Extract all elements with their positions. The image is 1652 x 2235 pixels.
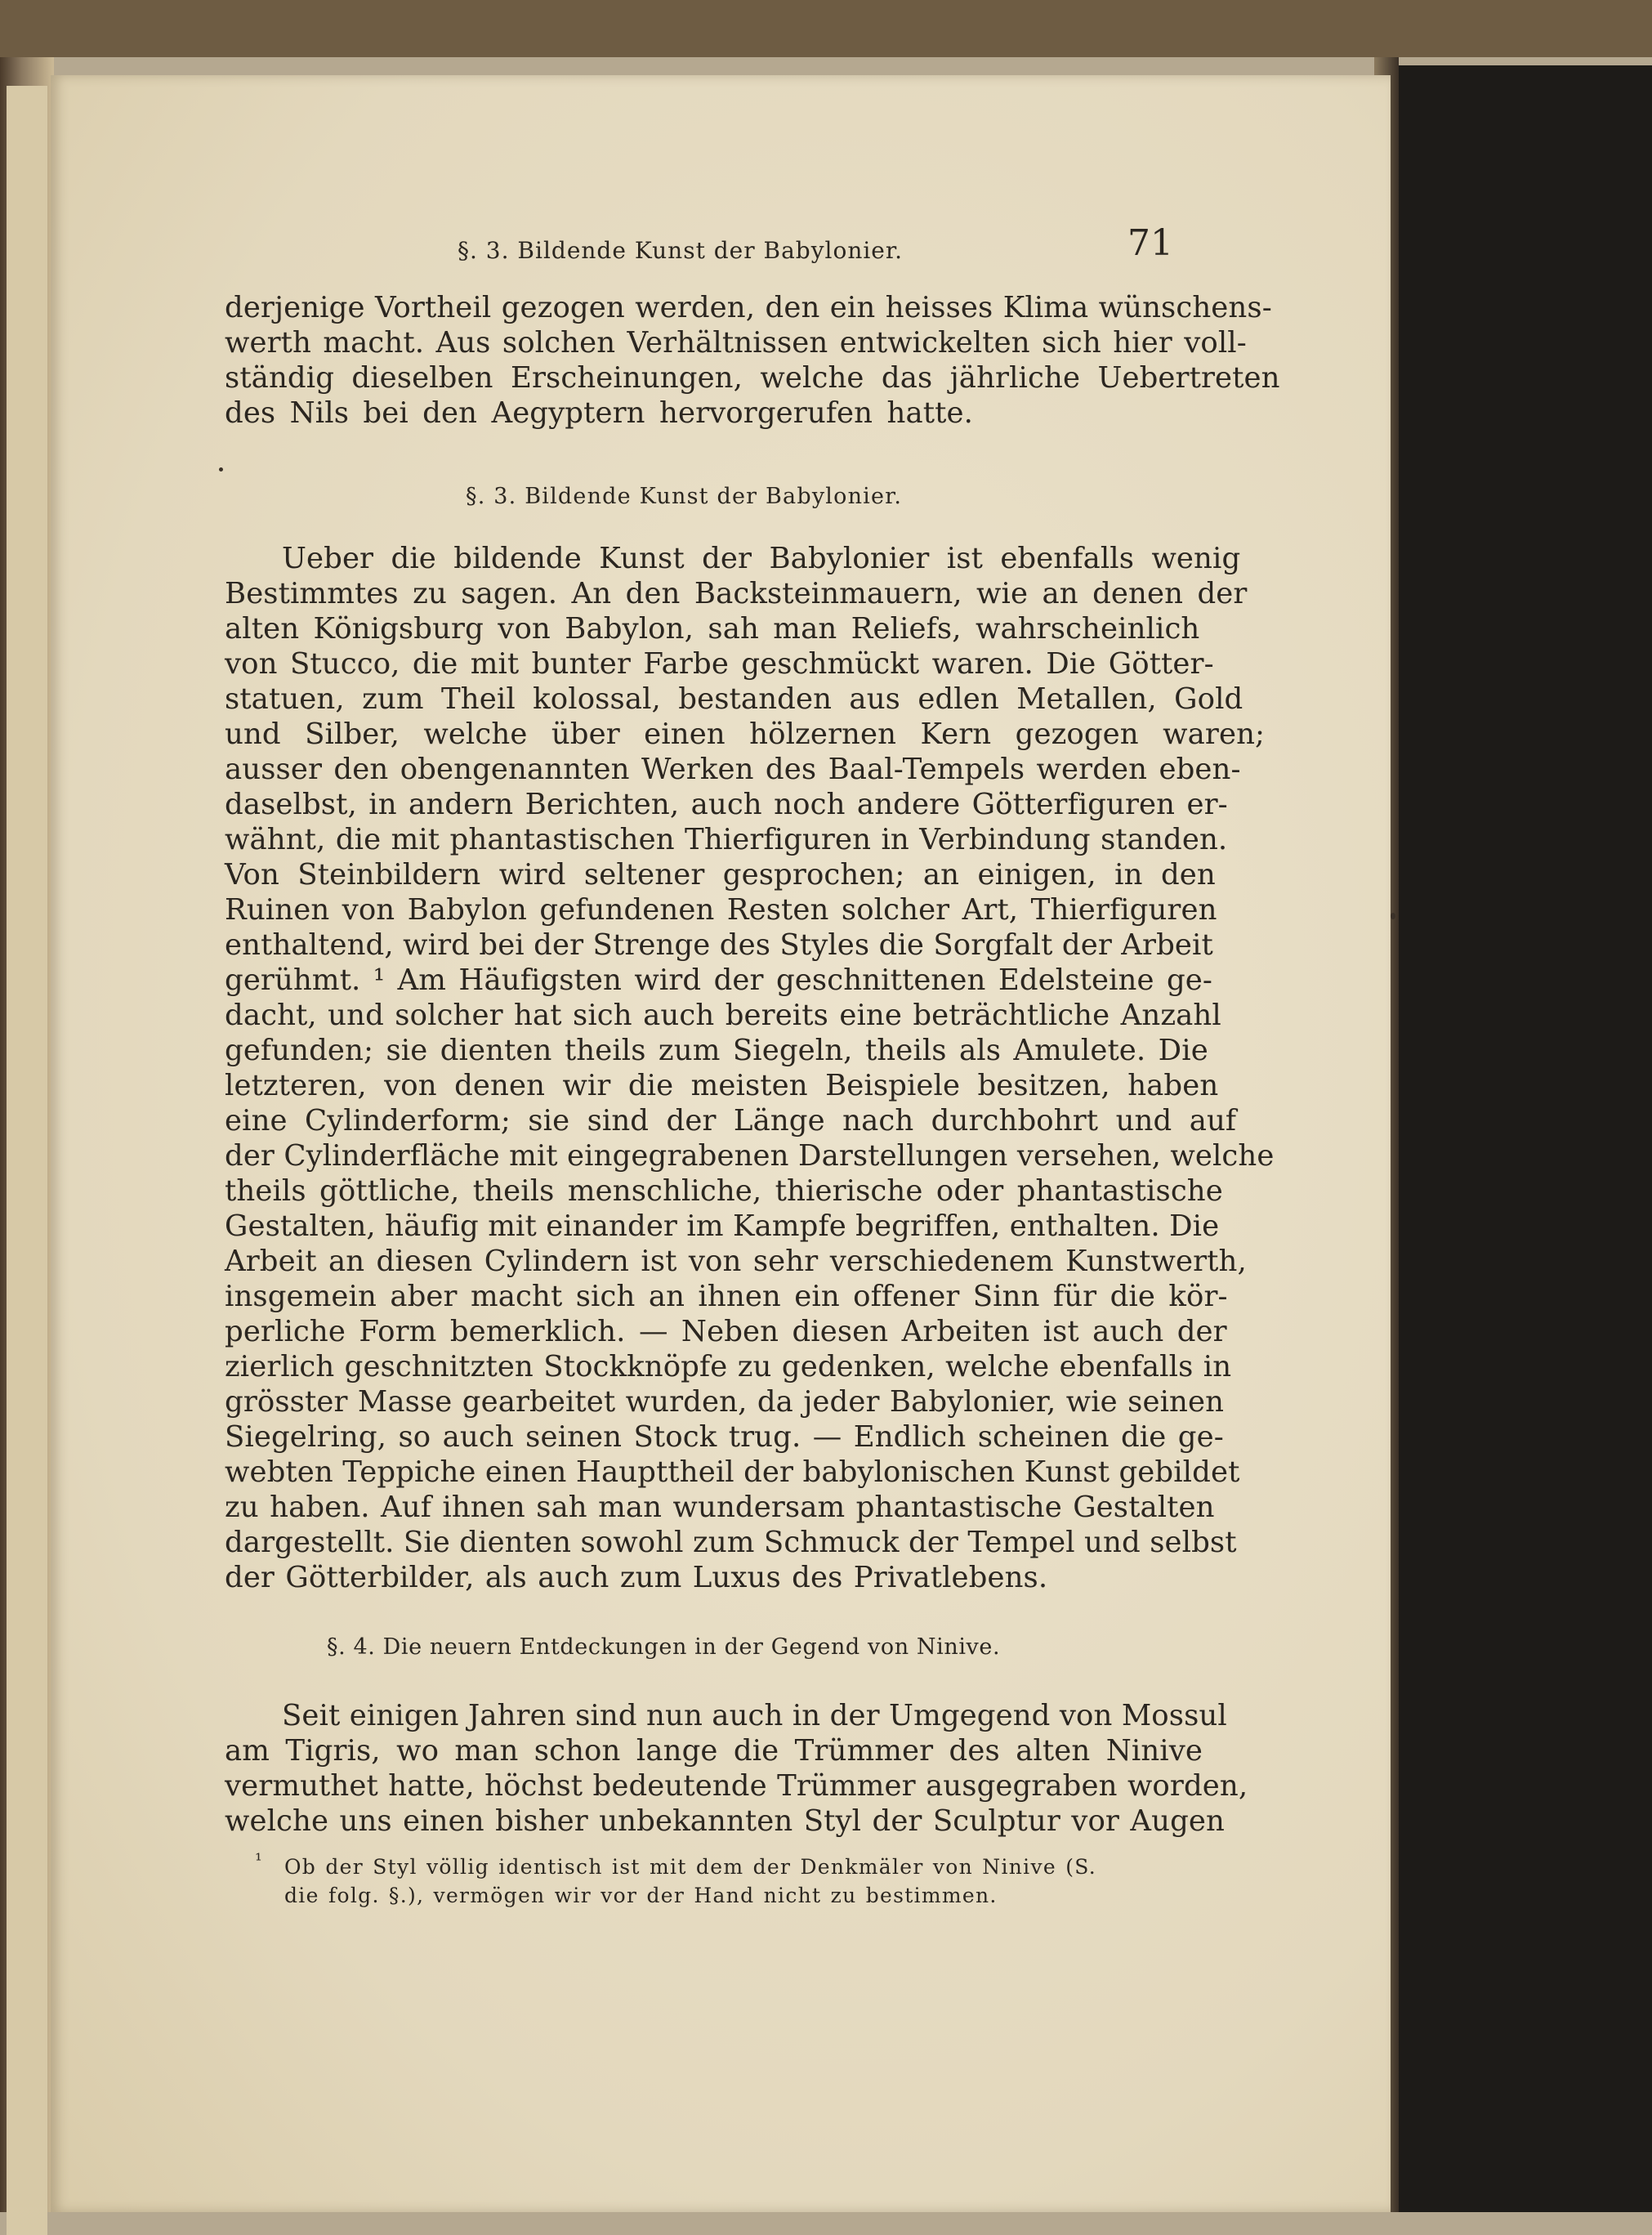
text-line: Siegelring, so auch seinen Stock trug. — Endlich scheinen die ge- — [225, 1420, 1224, 1454]
page-speck — [1391, 913, 1395, 919]
text-line: daselbst, in andern Berichten, auch noch andere Götterfiguren er- — [225, 788, 1228, 821]
text-line: perliche Form bemerklich. — Neben diesen Arbeiten ist auch der — [225, 1315, 1227, 1348]
text-line: und Silber, welche über einen hölzernen Kern gezogen waren; — [225, 717, 1266, 751]
text-line: eine Cylinderform; sie sind der Länge nach durchbohrt und auf — [225, 1104, 1237, 1138]
text-line: welche uns einen bisher unbekannten Styl der Sculptur vor Augen — [225, 1804, 1225, 1838]
text-line: letzteren, von denen wir die meisten Beispiele besitzen, haben — [225, 1069, 1219, 1102]
text-line: werth macht. Aus solchen Verhältnissen entwickelten sich hier voll- — [225, 326, 1247, 360]
text-line: Arbeit an diesen Cylindern ist von sehr verschiedenem Kunstwerth, — [225, 1245, 1247, 1278]
book-cover-right — [1377, 65, 1652, 2212]
text-line: Gestalten, häufig mit einander im Kampfe begriffen, enthalten. Die — [225, 1209, 1220, 1243]
text-line: ständig dieselben Erscheinungen, welche das jährliche Uebertreten — [225, 361, 1280, 395]
text-line: der Cylinderfläche mit eingegrabenen Darstellungen versehen, welche — [225, 1139, 1275, 1173]
page-number: 71 — [1127, 222, 1173, 264]
text-line: grösster Masse gearbeitet wurden, da jeder Babylonier, wie seinen — [225, 1385, 1225, 1419]
text-line: Ruinen von Babylon gefundenen Resten solcher Art, Thierfiguren — [225, 893, 1217, 927]
text-line: statuen, zum Theil kolossal, bestanden aus edlen Metallen, Gold — [225, 682, 1243, 716]
text-line: der Götterbilder, als auch zum Luxus des Privatlebens. — [225, 1561, 1048, 1594]
text-line: derjenige Vortheil gezogen werden, den ein heisses Klima wünschens- — [225, 291, 1272, 324]
text-line: wähnt, die mit phantastischen Thierfiguren in Verbindung standen. — [225, 823, 1228, 856]
text-line: ausser den obengenannten Werken des Baal-Tempels werden eben- — [225, 753, 1241, 786]
page-speck — [219, 467, 223, 472]
text-line: insgemein aber macht sich an ihnen ein offener Sinn für die kör- — [225, 1280, 1228, 1313]
section-heading: §. 3. Bildende Kunst der Babylonier. — [466, 484, 903, 509]
text-line: enthaltend, wird bei der Strenge des Styles die Sorgfalt der Arbeit — [225, 928, 1213, 962]
book-binding-top — [0, 0, 1652, 57]
text-line: Bestimmtes zu sagen. An den Backsteinmauern, wie an denen der — [225, 577, 1248, 610]
section-heading: §. 4. Die neuern Entdeckungen in der Gegend von Ninive. — [327, 1634, 1001, 1660]
text-line: gerühmt. ¹ Am Häufigsten wird der geschnittenen Edelsteine ge- — [225, 963, 1212, 997]
footnote-marker: ¹ — [255, 1851, 262, 1871]
footnote-line: die folg. §.), vermögen wir vor der Hand nicht zu bestimmen. — [284, 1884, 998, 1907]
running-head: §. 3. Bildende Kunst der Babylonier. — [458, 237, 904, 264]
text-line: am Tigris, wo man schon lange die Trümmer des alten Ninive — [225, 1734, 1203, 1768]
text-line: zu haben. Auf ihnen sah man wundersam phantastische Gestalten — [225, 1491, 1215, 1524]
text-line: von Stucco, die mit bunter Farbe geschmückt waren. Die Götter- — [225, 647, 1214, 681]
text-line: Seit einigen Jahren sind nun auch in der Umgegend von Mossul — [282, 1699, 1227, 1732]
text-line: Von Steinbildern wird seltener gesprochen; an einigen, in den — [225, 858, 1216, 892]
text-line: dargestellt. Sie dienten sowohl zum Schmuck der Tempel und selbst — [225, 1526, 1237, 1559]
text-line: theils göttliche, theils menschliche, thierische oder phantastische — [225, 1174, 1223, 1208]
text-line: vermuthet hatte, höchst bedeutende Trümmer ausgegraben worden, — [225, 1769, 1248, 1803]
text-line: alten Königsburg von Babylon, sah man Reliefs, wahrscheinlich — [225, 612, 1200, 646]
left-page — [7, 86, 47, 2235]
text-line: zierlich geschnitzten Stockknöpfe zu gedenken, welche ebenfalls in — [225, 1350, 1232, 1383]
text-line: des Nils bei den Aegyptern hervorgerufen hatte. — [225, 396, 973, 430]
text-line: gefunden; sie dienten theils zum Siegeln, theils als Amulete. Die — [225, 1034, 1208, 1067]
footnote-line: Ob der Styl völlig identisch ist mit dem der Denkmäler von Ninive (S. — [284, 1855, 1097, 1879]
text-line: dacht, und solcher hat sich auch bereits eine beträchtliche Anzahl — [225, 999, 1221, 1032]
text-line: webten Teppiche einen Haupttheil der babylonischen Kunst gebildet — [225, 1455, 1240, 1489]
text-line: Ueber die bildende Kunst der Babylonier ist ebenfalls wenig — [282, 542, 1241, 575]
